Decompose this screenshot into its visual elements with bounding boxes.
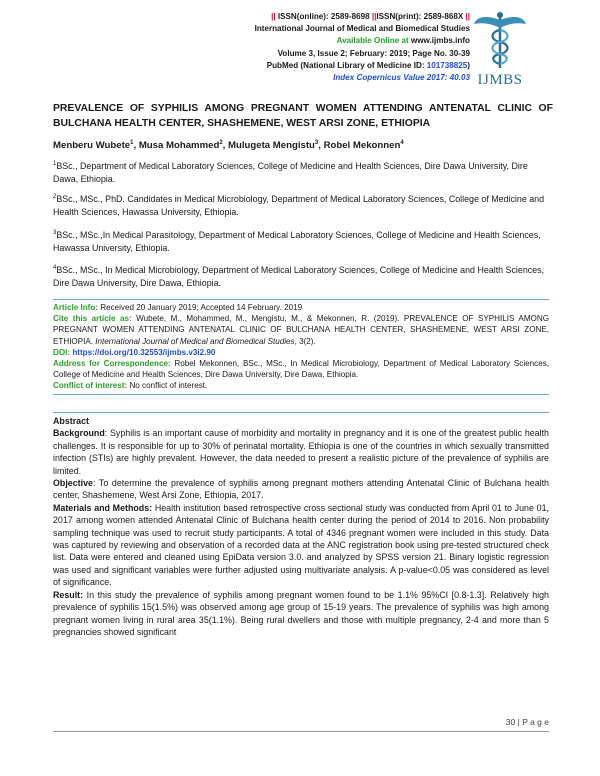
abstract-background bbox=[53, 427, 549, 477]
journal-name: International Journal of Medical and Biomedical Studies bbox=[254, 24, 470, 34]
affiliation-3 bbox=[53, 229, 553, 254]
journal-url[interactable]: www.ijmbs.info bbox=[410, 36, 470, 46]
affiliation-text: BSc., MSc., PhD. Candidates in Medical Microbiology, Department of Medical Laboratory Sciences, College of Medicine and Health Sciences, Hawassa University, Ethiopia. bbox=[53, 194, 545, 217]
pubmed-id: 101738825 bbox=[426, 60, 468, 70]
issn-online: ISSN(online): 2589-8698 bbox=[277, 12, 370, 21]
volume-line: Volume 3, Issue 2; February: 2019; Page No. 30-39 bbox=[277, 48, 470, 58]
background-label: Background bbox=[53, 428, 105, 439]
author-list: Menberu Wubete$^1$, Musa Mohammed$^2$, Mulugeta Mengistu$^3$, Robel Mekonnen$^4$ bbox=[53, 139, 404, 151]
available-prefix: Available Online at bbox=[336, 36, 409, 46]
author-affiliation-number: 2 bbox=[219, 139, 223, 146]
result-label: Result: bbox=[53, 589, 84, 600]
correspondence-label: Address for Correspondence: bbox=[53, 359, 171, 369]
affiliation-2 bbox=[53, 193, 553, 218]
citation bbox=[53, 313, 549, 347]
caduceus-icon bbox=[470, 8, 530, 72]
author-name: Musa Mohammed bbox=[138, 140, 220, 151]
author-name: Robel Mekonnen bbox=[323, 140, 401, 151]
affiliation-text: BSc., MSc., In Medical Microbiology, Department of Medical Laboratory Sciences, College of Medicine and Health Sciences, Dire Dawa University, Dire Dawa, Ethiopia. bbox=[53, 265, 545, 288]
correspondence-text: Robel Mekonnen, BSc., MSc., In Medical Microbiology, Department of Medical Laboratory Sciences, College of Medicine and Health Sciences, Dire Dawa University, Dire Dawa, Ethiopia. bbox=[53, 359, 550, 380]
issn-prefix: || bbox=[271, 12, 276, 21]
journal-logo bbox=[470, 8, 530, 92]
page-separator: | bbox=[517, 717, 520, 727]
doi-label: DOI: bbox=[53, 347, 71, 357]
citation-label: Cite this article as: bbox=[53, 314, 132, 324]
abstract-methods bbox=[53, 502, 549, 589]
index-copernicus: Index Copernicus Value 2017: 40.03 bbox=[333, 73, 470, 83]
objective-text: : To determine the prevalence of syphilis among pregnant mothers attending Antenatal Clinic of Bulchana health center, Shashemene, West Arsi Zone, Ethiopia, 2017. bbox=[53, 478, 549, 501]
author-affiliation-number: 3 bbox=[314, 139, 319, 146]
article-info-dates: Received 20 January 2019; Accepted 14 February. 2019 bbox=[100, 303, 303, 312]
author-affiliation-number: 4 bbox=[400, 139, 404, 146]
article-info bbox=[53, 302, 549, 313]
objective-label: Objective bbox=[53, 478, 93, 489]
pubmed-line bbox=[0, 60, 470, 72]
conflict-text: No conflict of interest. bbox=[129, 381, 208, 391]
affiliation-1 bbox=[53, 160, 553, 185]
article-info-box bbox=[53, 299, 549, 395]
available-online-line bbox=[0, 35, 470, 47]
correspondence bbox=[53, 358, 549, 380]
abstract-objective bbox=[53, 477, 549, 502]
issn-print: ISSN(print): 2589-868X bbox=[376, 12, 464, 21]
issn-separator: || bbox=[371, 12, 377, 21]
conflict-label: Conflict of interest: bbox=[53, 381, 128, 391]
affiliation-number: 2 bbox=[53, 194, 57, 201]
author-name: Mulugeta Mengistu bbox=[228, 140, 315, 151]
page-footer bbox=[0, 717, 549, 727]
conflict-of-interest bbox=[53, 380, 549, 391]
result-text: In this study the prevalence of syphilis among pregnant women found to be 1.1% 95%CI [0.8-1.3]. Relatively high prevalence of syphilis 15(1.5%) was observed among age group of 15-19 years. The prevalence of syphilis was high among pregnant women living in rural area 35(1.1%). Being rural dwellers and those with multiple pregnancy, 2-4 and more than 5 pregnancies showed significant bbox=[53, 589, 549, 637]
citation-tail: , 3(2). bbox=[294, 336, 316, 346]
logo-text: IJMBS bbox=[477, 72, 523, 88]
affiliation-number: 3 bbox=[53, 230, 57, 237]
background-text: : Syphilis is an important cause of morbidity and mortality in pregnancy and it is one of the greatest public health challenges. It is responsible for up to 30% of perinatal mortality. Ethiopia is one of the countries in which sexually transmitted infection (STIs) are highly prevalent. However, the data needed to present a realistic picture of the prevalence of syphilis are limited. bbox=[53, 428, 549, 476]
issn-suffix: || bbox=[465, 12, 470, 21]
issn-line bbox=[0, 11, 470, 23]
affiliation-4 bbox=[53, 264, 553, 289]
doi bbox=[53, 347, 549, 358]
article-info-label: Article Info: bbox=[53, 303, 98, 312]
pubmed-prefix: PubMed (National Library of Medicine ID: bbox=[266, 60, 425, 70]
doi-link[interactable]: https://doi.org/10.32553/ijmbs.v3i2.90 bbox=[72, 347, 216, 357]
footer-divider bbox=[53, 731, 549, 732]
affiliation-text: BSc., Department of Medical Laboratory Sciences, College of Medicine and Health Sciences, Dire Dawa University, Dire Dawa, Ethiopia. bbox=[53, 161, 528, 184]
abstract-section bbox=[53, 412, 549, 638]
page-number: 30 bbox=[505, 717, 516, 727]
author-affiliation-number: 1 bbox=[130, 139, 134, 146]
pubmed-suffix: ) bbox=[467, 60, 470, 70]
citation-text: Wubete, M., Mohammed, M., Mengistu, M., & Mekonnen, R. (2019). PREVALENCE OF SYPHILIS AMONG PREGNANT WOMEN ATTENDING ANTENATAL CLINIC OF BULCHANA HEALTH CENTER, SHASHEMENE, WEST ARSI ZONE, ETHIOPIA. bbox=[53, 314, 549, 346]
affiliation-number: 1 bbox=[53, 161, 57, 168]
abstract-heading: Abstract bbox=[53, 416, 90, 426]
affiliation-number: 4 bbox=[53, 265, 57, 272]
article-title: PREVALENCE OF SYPHILIS AMONG PREGNANT WOMEN ATTENDING ANTENATAL CLINIC OF BULCHANA HEALTH CENTER, SHASHEMENE, WEST ARSI ZONE, ETHIOPIA bbox=[53, 103, 553, 129]
citation-journal: International Journal of Medical and Biomedical Studies bbox=[95, 336, 295, 346]
affiliation-text: BSc., MSc.,In Medical Parasitology, Department of Medical Laboratory Sciences, College of Medicine and Health Sciences, Hawassa University, Ethiopia. bbox=[53, 230, 541, 253]
author-name: Menberu Wubete bbox=[53, 140, 131, 151]
page-label: P a g e bbox=[522, 717, 549, 727]
methods-text: Health institution based retrospective cross sectional study was conducted from April 01 to June 01, 2017 among women attended Antenatal Clinic of Bulchana health center during the period of 2014 to 2016. Non probability sampling technique was used to recruit study participants. A total of 4346 pregnant women were included in this study. Data was captured by reviewing and observation of a recorded data at the ANC registration book using pre-tested structured check list. Data were entered and cleaned using EpiData version 3.0. and analyzed by SPSS version 21. Binary logistic regression was used and significant variables were further adjusted using multivariate analysis. A p-value<0.05 was considered as level of significance. bbox=[53, 502, 549, 588]
journal-header bbox=[0, 11, 470, 84]
abstract-result bbox=[53, 589, 549, 639]
methods-label: Materials and Methods: bbox=[53, 502, 153, 513]
